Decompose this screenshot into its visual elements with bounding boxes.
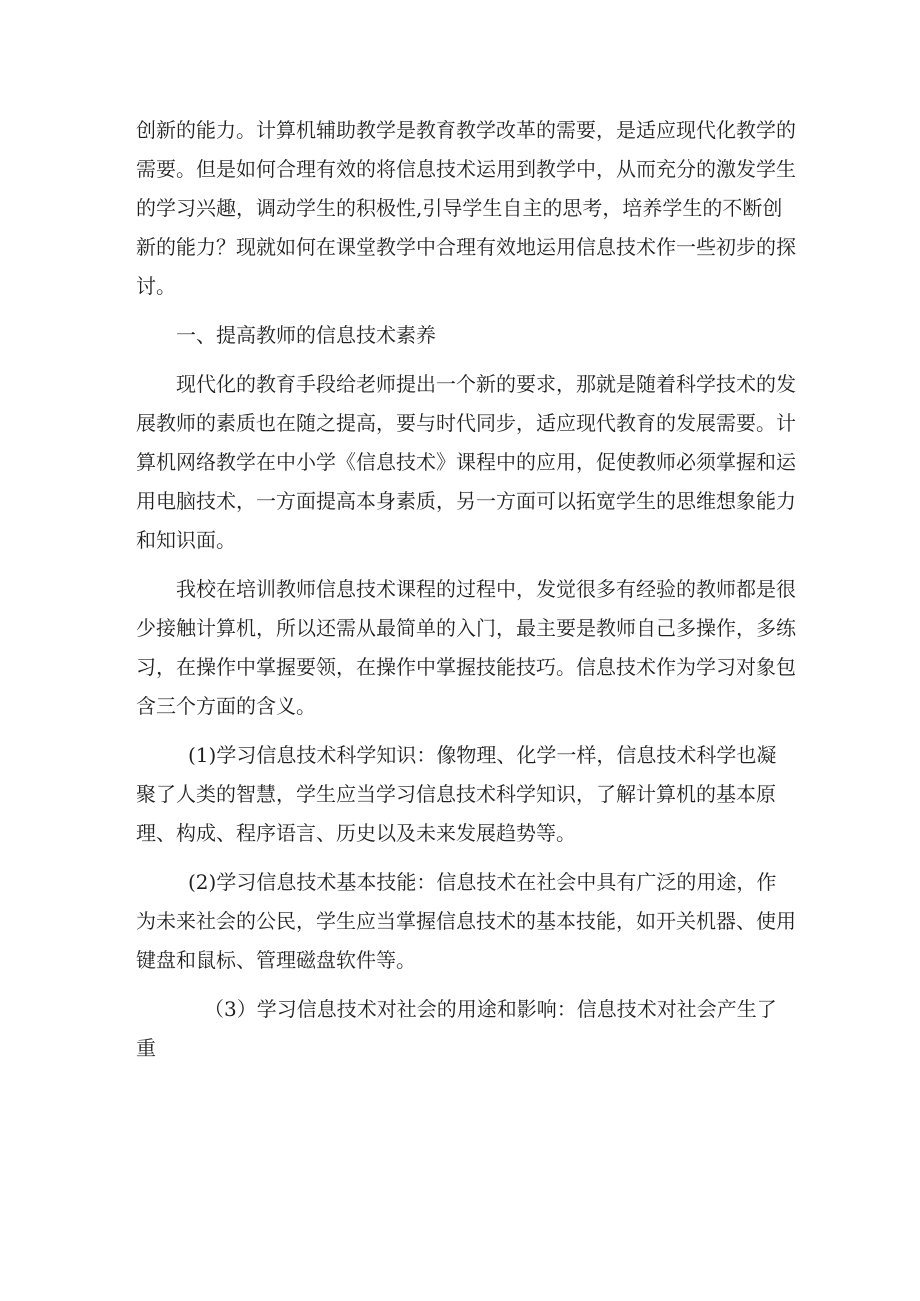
list-item-impact: （3）学习信息技术对社会的用途和影响：信息技术对社会产生了重 [136,997,777,1060]
paragraph-intro: 创新的能力。计算机辅助教学是教育教学改革的需要，是适应现代化教学的需要。但是如何合理有效的将信息技术运用到教学中，从而充分的激发学生的学习兴趣，调动学生的积极性,引导学生自主的思考，培养学生的不断创新的能力？现就如何在课堂教学中合理有效地运用信息技术作一些初步的探讨。 [136,118,796,298]
section-heading: 一、提高教师的信息技术素养 [176,323,436,347]
list-item-knowledge: (1)学习信息技术科学知识：像物理、化学一样，信息技术科学也凝聚了人类的智慧，学生应当学习信息技术科学知识，了解计算机的基本原理、构成、程序语言、历史以及未来发展趋势等。 [136,743,777,845]
paragraph-teacher-training: 我校在培训教师信息技术课程的过程中，发觉很多有经验的教师都是很少接触计算机，所以还需从最简单的入门，最主要是教师自己多操作，多练习，在操作中掌握要领，在操作中掌握技能技巧。信息技术作为学习对象包含三个方面的含义。 [136,577,796,718]
document-body [136,111,796,1068]
list-item-skills: (2)学习信息技术基本技能：信息技术在社会中具有广泛的用途，作为未来社会的公民，学生应当掌握信息技术的基本技能，如开关机器、使用键盘和鼠标、管理磁盘软件等。 [136,870,796,972]
paragraph-modern-education: 现代化的教育手段给老师提出一个新的要求，那就是随着科学技术的发展教师的素质也在随之提高，要与时代同步，适应现代教育的发展需要。计算机网络教学在中小学《信息技术》课程中的应用，促使教师必须掌握和运用电脑技术，一方面提高本身素质，另一方面可以拓宽学生的思维想象能力和知识面。 [136,372,796,552]
